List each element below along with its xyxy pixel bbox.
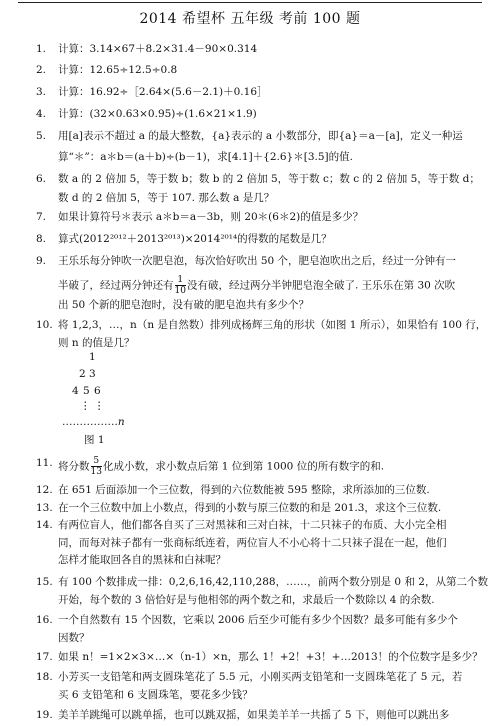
- figure-caption: 图 1: [84, 434, 105, 446]
- question-text: 怎样才能取回各自的黑袜和白袜呢？: [58, 554, 226, 566]
- question-number: 1.: [36, 43, 47, 55]
- question-number: 8.: [36, 233, 47, 245]
- question-number: 9.: [36, 255, 47, 267]
- question-number: 2.: [36, 64, 47, 76]
- question-text: 数 a 的 2 倍加 5，等于数 b；数 b 的 2 倍加 5，等于数 c；数 c 的 2 倍加 5，等于数 d；: [58, 173, 480, 185]
- question-text-with-fraction: [58, 456, 384, 477]
- question-text: 买 6 支铅笔和 6 支圆珠笔，要花多少钱？: [58, 689, 253, 701]
- question-text: 将分数: [58, 460, 90, 473]
- question-number: 15.: [36, 576, 53, 588]
- question-number: 16.: [36, 614, 53, 626]
- fraction-one-tenth: [175, 275, 186, 296]
- figure-row-3: 4 5 6: [72, 385, 102, 397]
- figure-row-ellipsis: ⋮ ⋮: [80, 400, 105, 412]
- question-number: 18.: [36, 671, 53, 683]
- question-text: 如果 n！=1×2×3×…×（n-1）×n，那么 1！+2！+3！+…2013！的个位数字是多少？: [58, 651, 483, 663]
- page-title: 2014 希望杯 五年级 考前 100 题: [139, 11, 361, 27]
- question-text: 一个自然数有 15 个因数，它乘以 2006 后至少可能有多少个因数？最多可能有多少个: [58, 614, 458, 626]
- question-number: 7.: [36, 211, 47, 223]
- question-text: 计算：(32×0.63×0.95)÷(1.6×21×1.9): [58, 108, 257, 120]
- question-number: 4.: [36, 108, 47, 120]
- fraction-denominator: 10: [174, 286, 186, 296]
- question-text: 算“＊”：a＊b＝(a＋b)÷(b－1)，求[4.1]＋{2.6}＊[3.5]的值.: [58, 151, 353, 163]
- fraction-numerator: 1: [175, 275, 186, 286]
- question-text: 数 d 的 2 倍加 5，等于 107. 那么数 a 是几？: [58, 192, 275, 204]
- fraction-denominator: 13: [90, 467, 102, 477]
- question-number: 12.: [36, 484, 53, 496]
- question-text: 有两位盲人，他们都各自买了三对黑袜和三对白袜，十二只袜子的布质、大小完全相: [58, 519, 447, 531]
- figure-row-last: …………….n: [62, 416, 125, 428]
- question-text: 算式(2012²⁰¹²＋2013²⁰¹³)×2014²⁰¹⁴的得数的尾数是几？: [58, 233, 332, 245]
- question-text: 在 651 后面添加一个三位数，得到的六位数能被 595 整除，求所添加的三位数.: [58, 484, 430, 496]
- question-text: 因数？: [58, 632, 90, 644]
- question-text: 在一个三位数中加上小数点，得到的小数与原三位数的和是 201.3，求这个三位数.: [58, 502, 442, 514]
- question-text: 王乐乐每分钟吹一次肥皂泡，每次恰好吹出 50 个，肥皂泡吹出之后，经过一分钟有一: [58, 255, 457, 267]
- question-text: 出 50 个新的肥皂泡时，没有破的肥皂泡共有多少个？: [58, 299, 310, 311]
- question-text: 同，而每对袜子都有一张商标纸连着，两位盲人不小心将十二只袜子混在一起，他们: [58, 537, 447, 549]
- figure-row-1: 1: [89, 351, 96, 363]
- fraction-five-thirteenths: [91, 456, 102, 477]
- question-text: 将 1,2,3，…，n（n 是自然数）排列成杨辉三角的形状（如图 1 所示），如果恰有 100 行，: [58, 319, 487, 331]
- question-number: 17.: [36, 651, 53, 663]
- question-text: 如果计算符号＊表示 a＊b＝a－3b，则 20＊(6＊2)的值是多少？: [58, 211, 364, 223]
- question-text: 计算：16.92÷［2.64×(5.6－2.1)＋0.16］: [58, 86, 268, 98]
- question-text: 美羊羊跳绳可以跳单摇，也可以跳双摇，如果美羊羊一共摇了 5 下，则他可以跳出多: [58, 709, 450, 721]
- question-number: 11.: [36, 457, 53, 469]
- question-text: 半破了，经过两分钟还有: [58, 279, 174, 292]
- question-number: 6.: [36, 173, 47, 185]
- question-text: 开始，每个数的 3 倍恰好是与他相邻的两个数之和，求最后一个数除以 4 的余数.: [58, 594, 435, 606]
- question-text: 计算：3.14×67＋8.2×31.4－90×0.314: [58, 43, 258, 55]
- question-number: 3.: [36, 86, 47, 98]
- question-number: 5.: [36, 130, 47, 142]
- question-text: 则 n 的值是几？: [58, 337, 135, 349]
- question-number: 13.: [36, 502, 53, 514]
- question-number: 14.: [36, 519, 53, 531]
- question-number: 10.: [36, 319, 53, 331]
- fraction-numerator: 5: [91, 456, 102, 467]
- question-text: 用[a]表示不超过 a 的最大整数，{a}表示的 a 小数部分，即{a}＝a－[a]，定义一种运: [58, 130, 463, 142]
- question-number: 19.: [36, 709, 53, 721]
- question-text: 没有破，经过两分半钟肥皂泡全破了. 王乐乐在第 30 次吹: [186, 279, 456, 292]
- question-text: 化成小数，求小数点后第 1 位到第 1000 位的所有数字的和.: [102, 460, 385, 473]
- question-text-with-fraction: [58, 275, 455, 296]
- question-text: 有 100 个数排成一排：0,2,6,16,42,110,288，……，前两个数分别是 0 和 2，从第二个数: [58, 576, 488, 588]
- figure-row-2: 2 3: [79, 368, 96, 380]
- question-text: 小芳买一支铅笔和两支圆珠笔花了 5.5 元，小刚买两支铅笔和一支圆珠笔花了 5 元，若: [58, 671, 463, 683]
- question-text: 计算：12.65÷12.5÷0.8: [58, 64, 178, 76]
- top-rule: [18, 2, 482, 3]
